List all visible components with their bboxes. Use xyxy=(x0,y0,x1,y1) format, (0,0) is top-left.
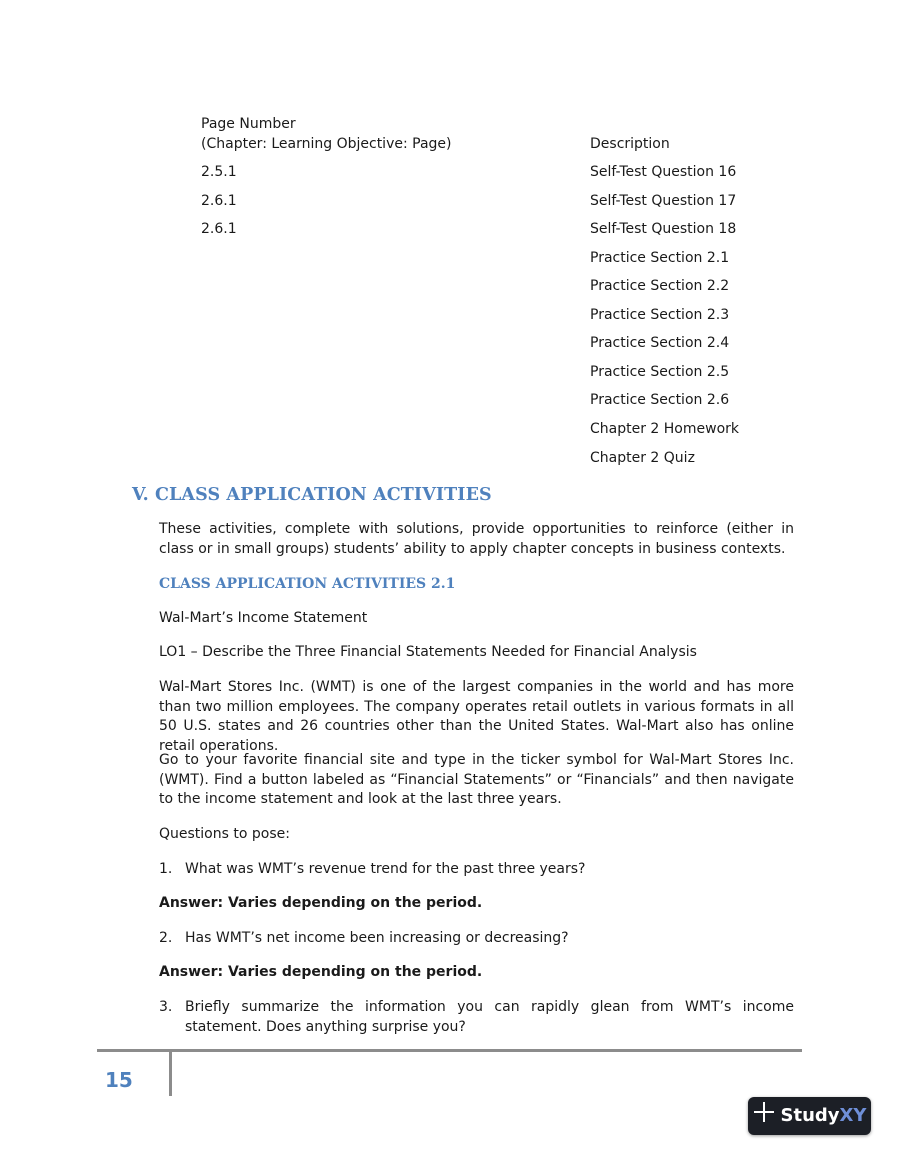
table-header-description: Description xyxy=(590,136,670,152)
studyxy-logo-text xyxy=(781,1103,867,1128)
table-description-cell: Self-Test Question 18 xyxy=(590,221,737,237)
table-description-cell: Chapter 2 Homework xyxy=(590,421,740,437)
question-text: Briefly summarize the information you can rapidly glean from WMT’s income statement. Does anything surprise you? xyxy=(185,999,794,1035)
table-header-page-number-detail: (Chapter: Learning Objective: Page) xyxy=(201,136,452,152)
footer-divider xyxy=(97,1049,802,1052)
walmart-description-paragraph: Wal-Mart Stores Inc. (WMT) is one of the largest companies in the world and has more than two million employees. The company operates retail outlets in various formats in all 50 U.S. states and 26 countries other than the United States. Wal-Mart also has online retail operations. xyxy=(159,679,794,754)
questions-label: Questions to pose: xyxy=(159,826,290,842)
table-description-cell: Practice Section 2.6 xyxy=(590,392,730,408)
learning-objective: LO1 – Describe the Three Financial Statements Needed for Financial Analysis xyxy=(159,644,697,660)
question-text: What was WMT’s revenue trend for the past three years? xyxy=(185,861,586,877)
table-description-cell: Practice Section 2.2 xyxy=(590,278,730,294)
answer-text: Answer: Varies depending on the period. xyxy=(159,964,483,980)
instructions-paragraph: Go to your favorite financial site and type in the ticker symbol for Wal-Mart Stores Inc. (WMT). Find a button labeled as “Financial Statements” or “Financials” and then navigate to the income statement and look at the last three years. xyxy=(159,752,794,808)
plus-icon xyxy=(753,1101,775,1128)
table-description-cell: Self-Test Question 17 xyxy=(590,193,737,209)
activity-subheading: CLASS APPLICATION ACTIVITIES 2.1 xyxy=(159,576,456,592)
table-page-number-cell: 2.5.1 xyxy=(201,164,237,180)
answer-text: Answer: Varies depending on the period. xyxy=(159,895,483,911)
table-description-cell: Practice Section 2.3 xyxy=(590,307,730,323)
section-heading: V. CLASS APPLICATION ACTIVITIES xyxy=(132,485,492,505)
logo-text-accent: XY xyxy=(839,1105,867,1127)
intro-paragraph: These activities, complete with solutions, provide opportunities to reinforce (either in class or in small groups) students’ ability to apply chapter concepts in business contexts. xyxy=(159,521,794,557)
page-number: 15 xyxy=(105,1068,133,1092)
studyxy-badge[interactable] xyxy=(748,1097,871,1135)
footer-vertical-divider xyxy=(169,1052,172,1096)
table-description-cell: Practice Section 2.5 xyxy=(590,364,730,380)
table-description-cell: Practice Section 2.1 xyxy=(590,250,730,266)
table-page-number-cell: 2.6.1 xyxy=(201,193,237,209)
question-number: 2. xyxy=(159,930,173,946)
question-number: 1. xyxy=(159,861,173,877)
table-description-cell: Chapter 2 Quiz xyxy=(590,450,695,466)
table-header-page-number: Page Number xyxy=(201,116,296,132)
question-number: 3. xyxy=(159,999,173,1015)
table-description-cell: Self-Test Question 16 xyxy=(590,164,737,180)
question-text: Has WMT’s net income been increasing or decreasing? xyxy=(185,930,569,946)
table-page-number-cell: 2.6.1 xyxy=(201,221,237,237)
activity-title: Wal-Mart’s Income Statement xyxy=(159,610,368,626)
logo-text-main: Study xyxy=(780,1105,840,1127)
table-description-cell: Practice Section 2.4 xyxy=(590,335,730,351)
